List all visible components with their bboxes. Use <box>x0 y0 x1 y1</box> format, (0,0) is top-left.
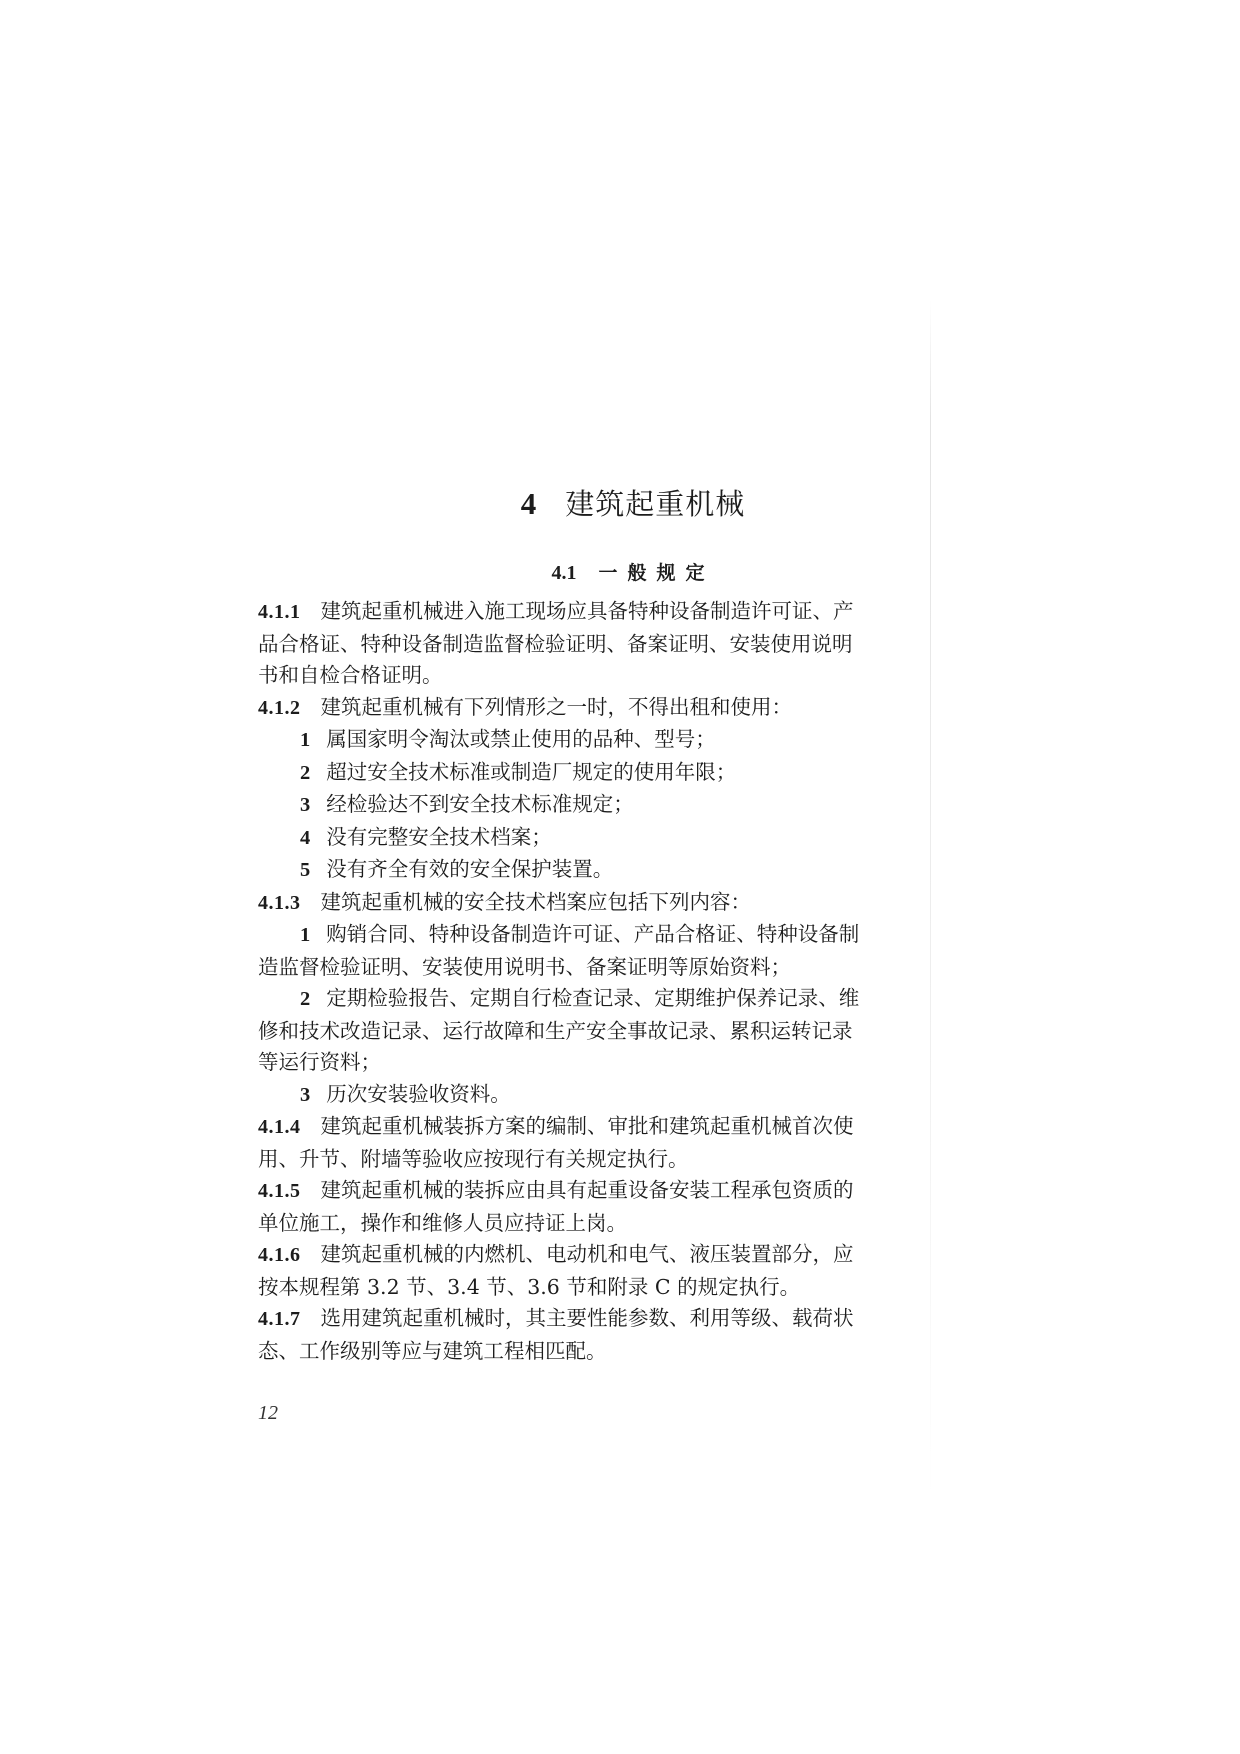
list-item <box>258 789 868 822</box>
clause-text: 建筑起重机械的安全技术档案应包括下列内容： <box>320 889 751 914</box>
list-item <box>258 724 868 757</box>
clause-text: 建筑起重机械进入施工现场应具备特种设备制造许可证、产品合格证、特种设备制造监督检验证明、备案证明、安装使用说明书和自检合格证明。 <box>258 599 854 687</box>
clause-4-1-3 <box>258 887 868 920</box>
clause-number: 4.1.6 <box>258 1244 301 1266</box>
clause-4-1-7 <box>258 1303 868 1367</box>
clause-text: 建筑起重机械的内燃机、电动机和电气、液压装置部分，应按本规程第 3.2 节、3.4 节、3.6 节和附录 C 的规定执行。 <box>258 1242 854 1299</box>
clause-4-1-6 <box>258 1239 868 1303</box>
item-text: 超过安全技术标准或制造厂规定的使用年限； <box>326 759 737 784</box>
clause-text: 建筑起重机械有下列情形之一时，不得出租和使用： <box>320 694 792 719</box>
clause-4-1-4 <box>258 1111 868 1175</box>
list-item <box>258 854 868 887</box>
clause-number: 4.1.2 <box>258 696 301 719</box>
clause-number: 4.1.5 <box>258 1180 301 1202</box>
list-item <box>258 919 868 983</box>
clause-number: 4.1.1 <box>258 601 301 623</box>
chapter-title <box>0 482 1240 523</box>
page-number: 12 <box>258 1402 278 1424</box>
item-number: 2 <box>300 988 311 1010</box>
clause-4-1-5 <box>258 1175 868 1239</box>
clause-4-1-1 <box>258 596 868 692</box>
item-number: 2 <box>300 761 311 784</box>
item-text: 经检验达不到安全技术标准规定； <box>326 792 634 816</box>
clause-4-1-2 <box>258 692 868 725</box>
item-number: 1 <box>300 924 311 946</box>
item-number: 5 <box>300 859 311 881</box>
clause-text: 建筑起重机械装拆方案的编制、审批和建筑起重机械首次使用、升节、附墙等验收应按现行有关规定执行。 <box>258 1114 854 1171</box>
list-item <box>258 822 868 855</box>
list-item <box>258 757 868 790</box>
item-number: 1 <box>300 729 311 751</box>
chapter-number: 4 <box>520 486 538 521</box>
item-number: 3 <box>300 1083 311 1106</box>
item-number: 4 <box>300 826 311 849</box>
clause-text: 建筑起重机械的装拆应由具有起重设备安装工程承包资质的单位施工，操作和维修人员应持证上岗。 <box>258 1178 854 1235</box>
list-item <box>258 983 868 1079</box>
page-edge-shadow <box>930 300 931 1500</box>
item-number: 3 <box>300 794 311 816</box>
item-text: 购销合同、特种设备制造许可证、产品合格证、特种设备制造监督检验证明、安装使用说明书、备案证明等原始资料； <box>258 922 860 979</box>
list-item <box>258 1079 868 1112</box>
item-text: 没有齐全有效的安全保护装置。 <box>326 857 614 881</box>
document-body <box>258 596 868 1367</box>
section-title-text: 一般规定 <box>598 562 715 584</box>
item-text: 历次安装验收资料。 <box>326 1081 511 1106</box>
section-number: 4.1 <box>551 562 577 584</box>
clause-text: 选用建筑起重机械时，其主要性能参数、利用等级、载荷状态、工作级别等应与建筑工程相匹配。 <box>258 1306 854 1363</box>
clause-number: 4.1.3 <box>258 891 301 914</box>
item-text: 属国家明令淘汰或禁止使用的品种、型号； <box>326 727 716 751</box>
clause-number: 4.1.4 <box>258 1116 301 1138</box>
item-text: 定期检验报告、定期自行检查记录、定期维护保养记录、维修和技术改造记录、运行故障和生产安全事故记录、累积运转记录等运行资料； <box>258 986 860 1074</box>
chapter-title-text: 建筑起重机械 <box>565 487 746 521</box>
item-text: 没有完整安全技术档案； <box>326 824 552 849</box>
clause-number: 4.1.7 <box>258 1308 301 1330</box>
section-title <box>0 558 1240 585</box>
